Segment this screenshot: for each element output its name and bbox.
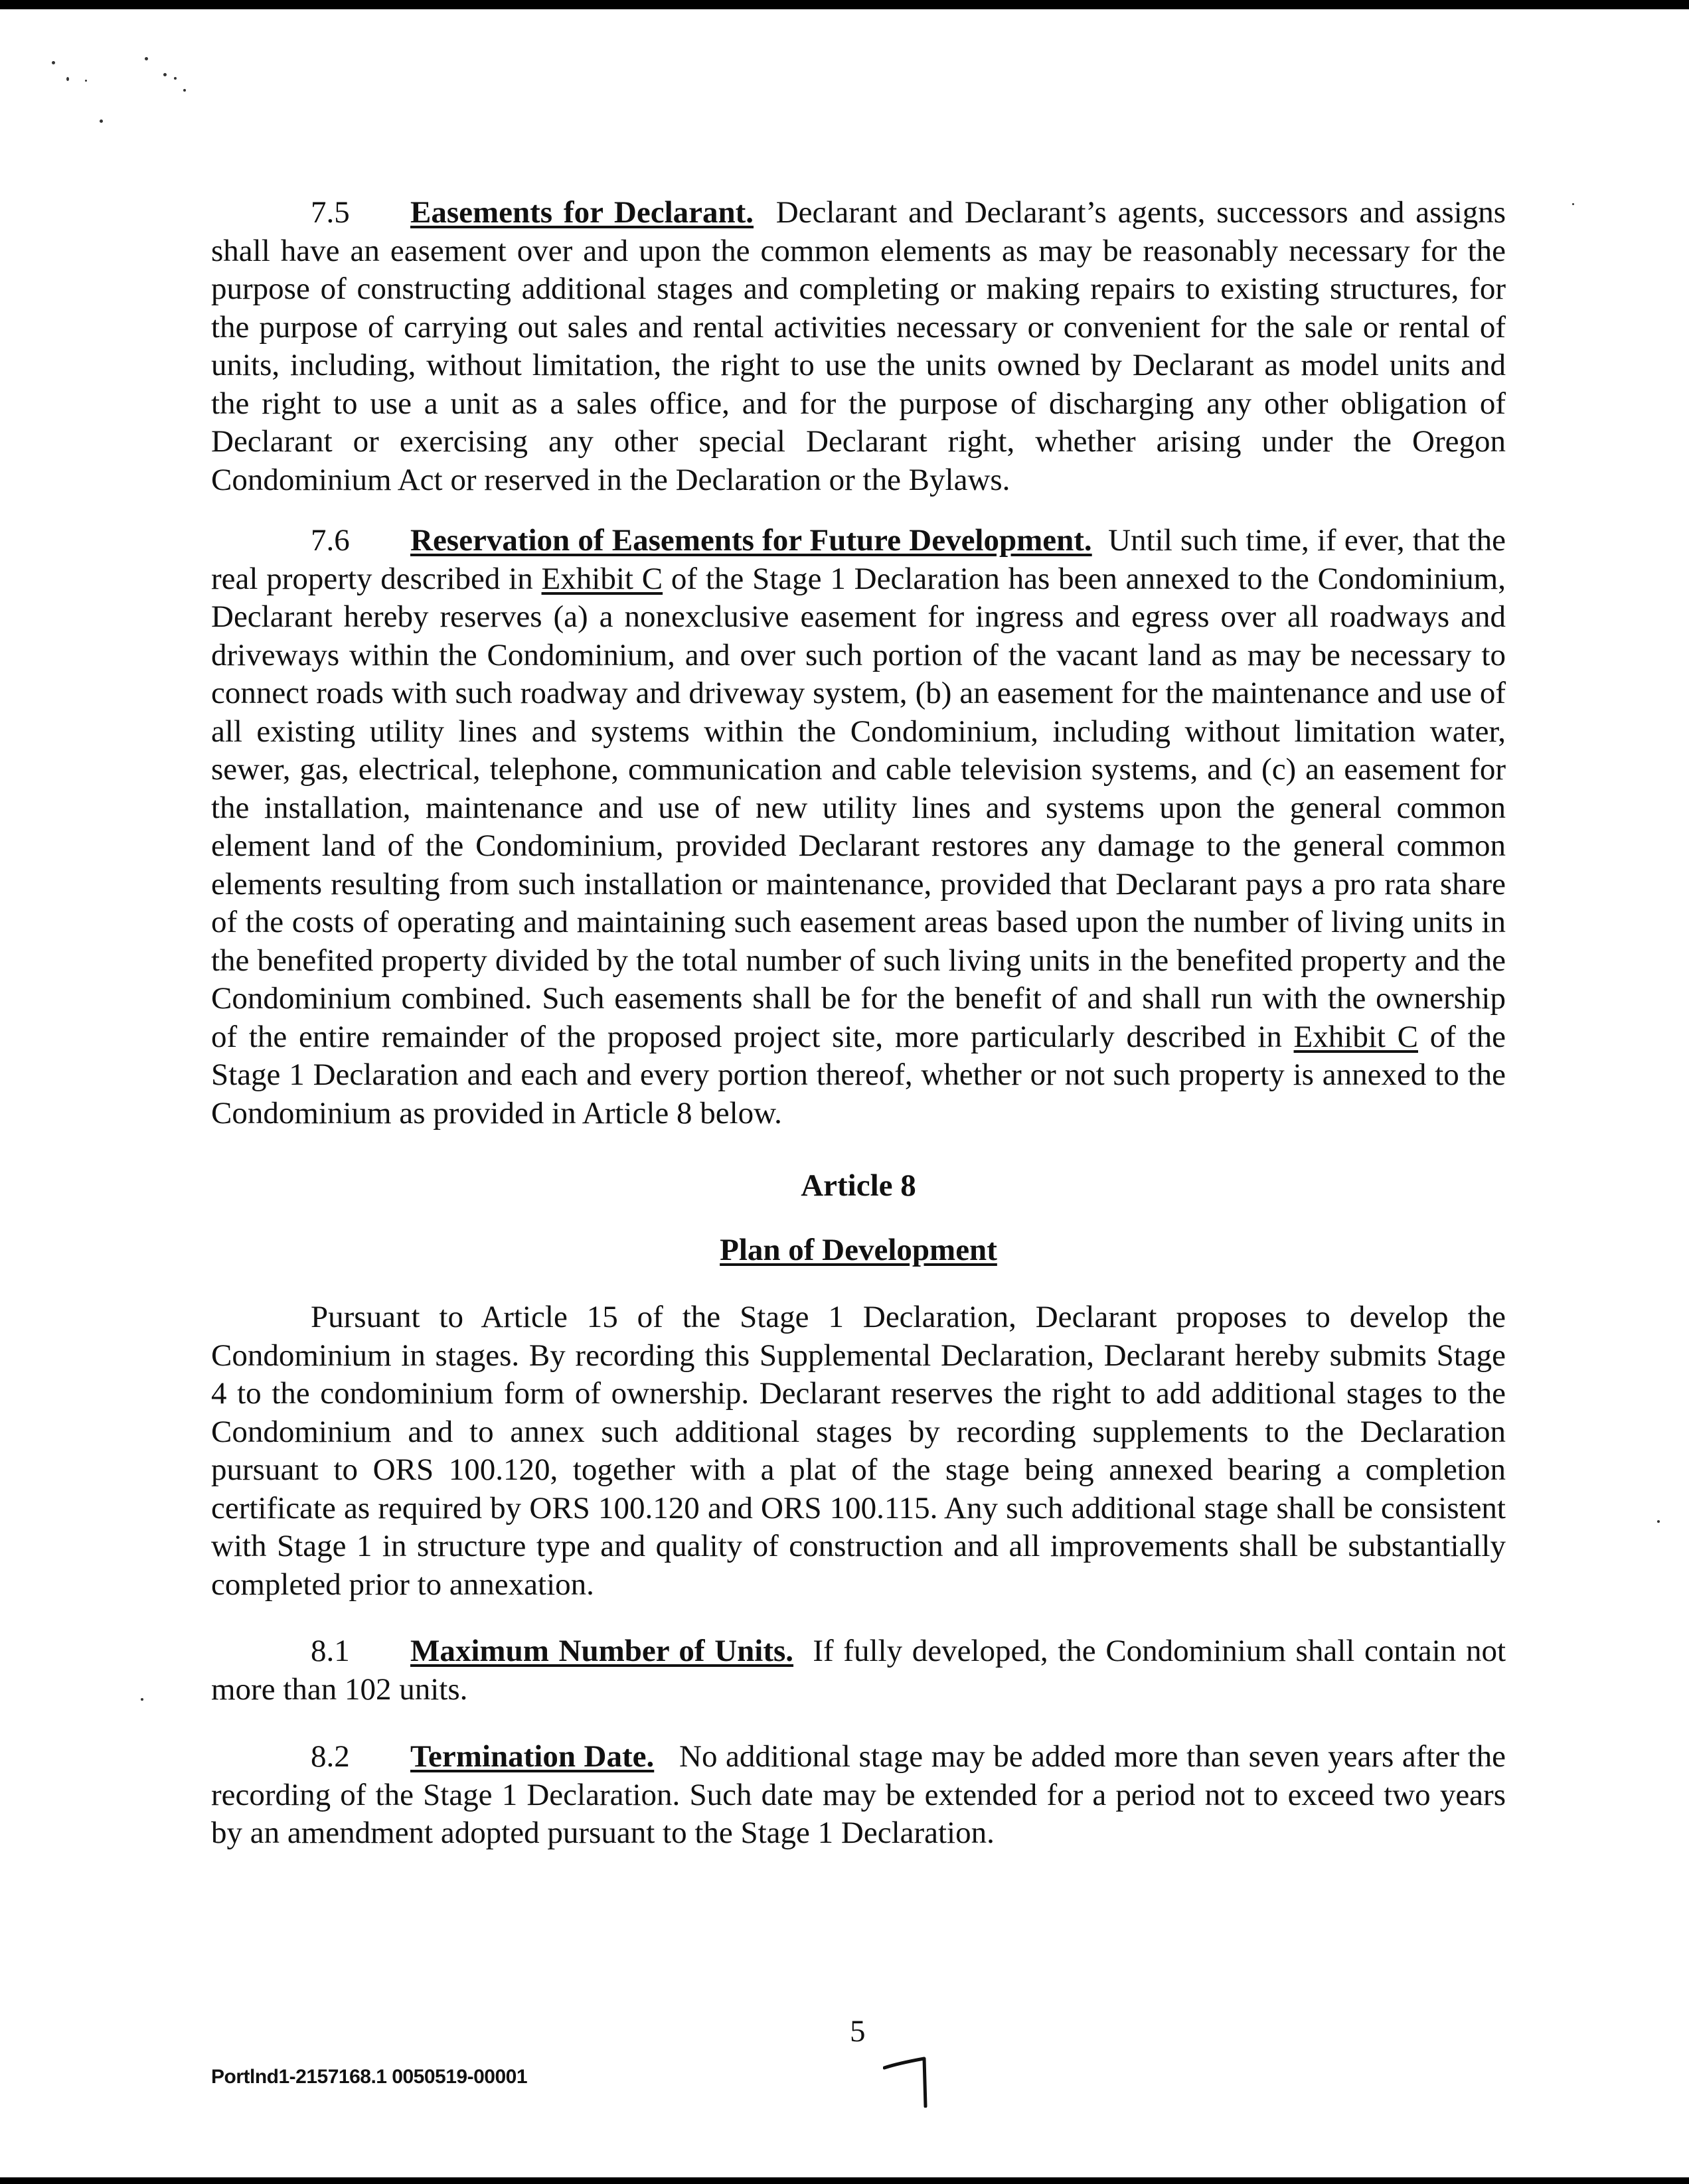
scan-speck: [85, 80, 87, 82]
section-8-1: [211, 1632, 1506, 1709]
scan-speck: [1572, 203, 1574, 205]
scan-border-top: [0, 0, 1689, 9]
section-number: 7.6: [311, 523, 350, 558]
document-id: Portlnd1-2157168.1 0050519-00001: [211, 2066, 528, 2088]
section-heading: Maximum Number of Units.: [410, 1634, 794, 1668]
section-heading: Easements for Declarant.: [410, 195, 754, 230]
section-number: 8.1: [311, 1634, 350, 1668]
exhibit-reference: Exhibit C: [1293, 1019, 1418, 1054]
scan-border-bottom: [0, 2177, 1689, 2184]
scan-speck: [1657, 1520, 1660, 1523]
section-number: 8.2: [311, 1739, 350, 1774]
section-text: If fully developed, the Condominium shall contain not more than 102 units.: [211, 1634, 1506, 1707]
section-number: 7.5: [311, 195, 350, 230]
scan-speck: [141, 1698, 143, 1701]
article-8-intro: Pursuant to Article 15 of the Stage 1 Declaration, Declarant proposes to develop the Condominium in stages. By recording this Supplemental Declaration, Declarant hereby submits Stage 4 to the condominium form of ownership. Declarant reserves the right to add additional stages to the Condominium and to annex such additional stages by recording supplements to the Declaration pursuant to ORS 100.120, together with a plat of the stage being annexed bearing a completion certificate as required by ORS 100.120 and ORS 100.115. Any such additional stage shall be consistent with Stage 1 in structure type and quality of construction and all improvements shall be substantially completed prior to annexation.: [211, 1300, 1506, 1602]
section-text: Declarant and Declarant’s agents, successors and assigns shall have an easement over and upon the common elements as may be reasonably necessary for the purpose of constructing additional stages and completing or making repairs to existing structures, for the purpose of carrying out sales and rental activities necessary or convenient for the sale or rental of units, including, without limitation, the right to use the units owned by Declarant as model units and the right to use a unit as a sales office, and for the purpose of discharging any other obligation of Declarant or exercising any other special Declarant right, whether arising under the Oregon Condominium Act or reserved in the Declaration or the Bylaws.: [211, 195, 1506, 497]
section-7-5: [211, 194, 1506, 499]
section-7-6: [211, 522, 1506, 1132]
handwritten-mark-icon: [883, 2055, 936, 2108]
exhibit-reference: Exhibit C: [541, 561, 663, 596]
scan-speck: [66, 77, 69, 81]
scan-speck: [145, 57, 148, 60]
scan-speck: [183, 89, 186, 92]
section-text: No additional stage may be added more than seven years after the recording of the Stage 1 Declaration. Such date may be extended for a period not to exceed two years by an amendment adopted pursuant to the Stage 1 Declaration.: [211, 1739, 1506, 1850]
scan-speck: [100, 119, 103, 123]
article-subtitle: Plan of Development: [720, 1233, 997, 1267]
scan-speck: [52, 61, 55, 64]
scan-speck: [174, 77, 177, 80]
section-text: of the Stage 1 Declaration and each and every portion thereof, whether or not such property is annexed to the Condominium as provided in Article 8 below.: [211, 1019, 1506, 1131]
section-heading: Termination Date.: [410, 1739, 655, 1774]
article-title: Article 8: [801, 1168, 916, 1203]
scan-speck: [163, 73, 167, 76]
section-heading: Reservation of Easements for Future Development.: [410, 523, 1092, 558]
page-number: 5: [850, 2014, 866, 2049]
section-8-2: [211, 1738, 1506, 1853]
document-body: [211, 194, 1506, 1853]
section-text: of the Stage 1 Declaration has been annexed to the Condominium, Declarant hereby reserves (a) a nonexclusive easement for ingress and egress over all roadways and driveways within the Condominium, and over such portion of the vacant land as may be necessary to connect roads with such roadway and driveway system, (b) an easement for the maintenance and use of all existing utility lines and systems within the Condominium, including without limitation water, sewer, gas, electrical, telephone, communication and cable television systems, and (c) an easement for the installation, maintenance and use of new utility lines and systems upon the general common element land of the Condominium, provided Declarant restores any damage to the general common elements resulting from such installation or maintenance, provided that Declarant pays a pro rata share of the costs of operating and maintaining such easement areas based upon the number of living units in the benefited property divided by the total number of such living units in the benefited property and the Condominium combined. Such easements shall be for the benefit of and shall run with the ownership of the entire remainder of the proposed project site, more particularly described in: [211, 561, 1506, 1054]
section-text: Until such time, if ever, that the real property described in: [211, 523, 1506, 596]
